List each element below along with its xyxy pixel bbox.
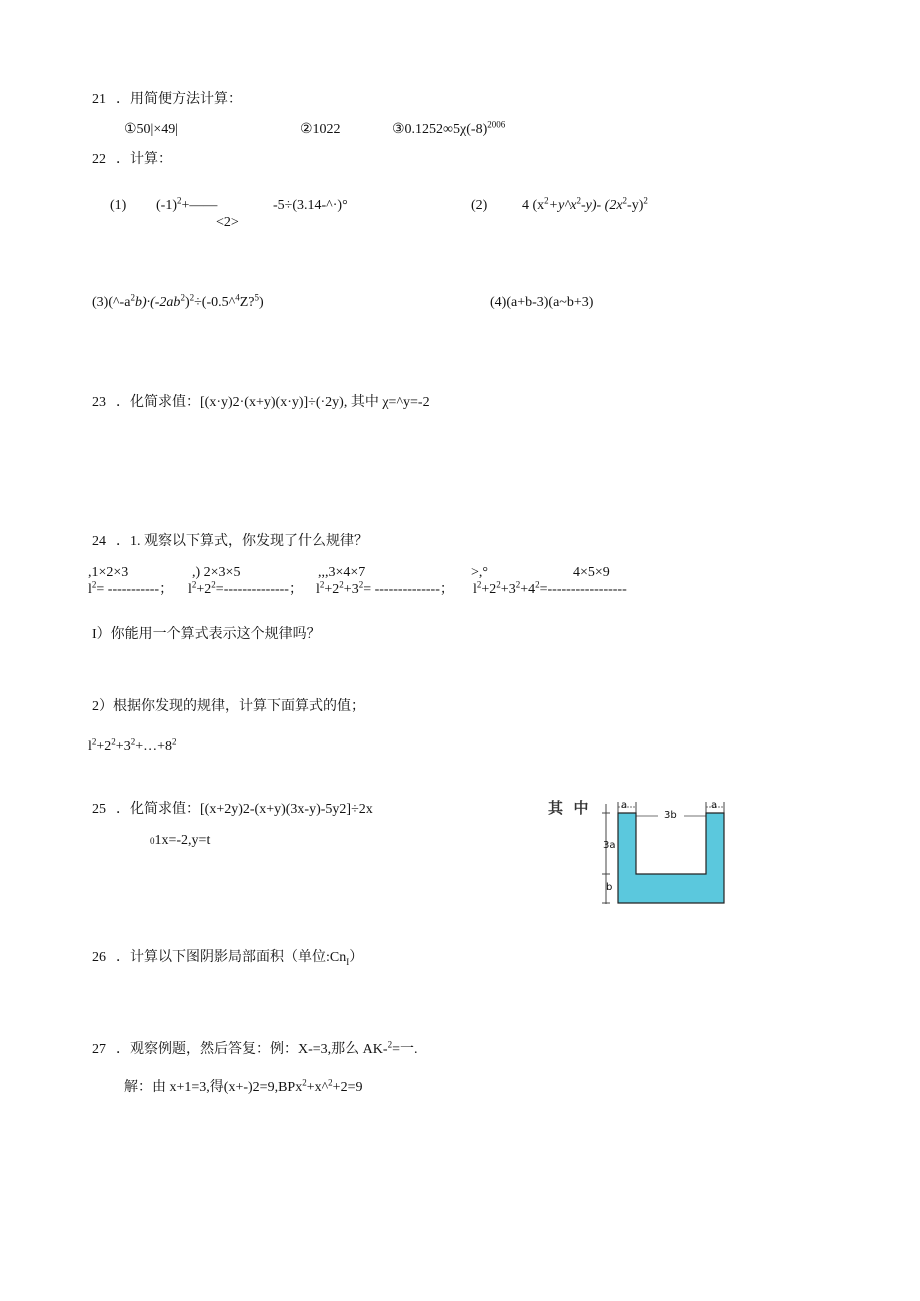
q25-condition-prefix: 0	[150, 836, 155, 846]
q24-sum-b-exp: 2	[111, 736, 116, 747]
q22-part2-a-exp: 2	[544, 195, 549, 206]
q27-solution-c: +2=9	[332, 1080, 363, 1095]
q24-row1-d: >,°	[471, 565, 488, 580]
q24-r2b-exp1: 2	[191, 579, 197, 590]
q27-solution	[124, 1079, 362, 1097]
q24-row1-e: 4×5×9	[573, 565, 610, 580]
q27-solution-b: +x^	[306, 1080, 329, 1095]
q22-part1-exp: 2	[177, 195, 182, 206]
q24-title: ．1. 观察以下算式，你发现了什么规律？	[116, 534, 368, 549]
q21-item-3-exponent: 2006	[487, 119, 506, 130]
q24-r2d-term4: +4	[520, 582, 536, 597]
q22-part1-denominator: <2>	[216, 215, 239, 230]
q22-part1-term: (-1)	[156, 198, 177, 213]
q24-r2d-exp3: 2	[515, 579, 521, 590]
q23-text: ．化简求值：[(x·y)2·(x+y)(x·y)]÷(·2y), 其中 χ=^y=-2	[116, 395, 430, 410]
q24-r2d-exp2: 2	[496, 579, 501, 590]
q22-part2-a: 4 (x	[522, 198, 545, 213]
q24-r2d-blank: =-----------------	[539, 582, 627, 597]
q24-r2b-exp2: 2	[211, 579, 216, 590]
q22-title: ．计算：	[116, 152, 172, 167]
q22-part2-b: +y^x	[548, 198, 577, 213]
q26-text	[116, 949, 363, 971]
q24-sum-d: +…+8	[135, 739, 172, 754]
q24-r2d-term3: +3	[500, 582, 516, 597]
q24-sum-a: l	[88, 739, 92, 754]
q24-r2c-base: l	[316, 582, 320, 597]
q21-item-3-base: ③0.1252∞5χ(-8)	[392, 122, 488, 137]
q24-row1-a: ,1×2×3	[88, 565, 129, 580]
q22-part4-expr: (4)(a+b-3)(a~b+3)	[490, 295, 594, 310]
q24-row1-b: ,) 2×3×5	[192, 565, 241, 580]
q24-r2d-base: l	[473, 582, 477, 597]
q22-part3-e-exp: 5	[254, 292, 259, 303]
q24-r2b-blank: =--------------；	[215, 582, 303, 597]
q27-solution-exp1: 2	[302, 1077, 307, 1088]
dim-label-3a: 3a	[603, 840, 616, 851]
q24-number: 24	[92, 534, 106, 549]
q24-r2b-base: l	[188, 582, 192, 597]
q26-text-end: ）	[349, 950, 364, 965]
figure-label: 其 中	[548, 799, 589, 817]
q23-number: 23	[92, 395, 106, 410]
q21-item-2: ②1022	[300, 122, 341, 137]
q25-condition	[150, 832, 210, 850]
q24-sub-question-2: 2）根据你发现的规律，计算下面算式的值；	[92, 699, 365, 714]
q24-r2d-term2: +2	[481, 582, 497, 597]
q24-sum-c: +3	[115, 739, 131, 754]
q22-part3-f: )	[258, 295, 264, 310]
q24-r2c-exp3: 2	[358, 579, 364, 590]
q24-sum-b: +2	[96, 739, 112, 754]
q24-row1-c: ,,,3×4×7	[318, 565, 366, 580]
q24-sum-expression	[88, 738, 177, 756]
q27-text-end: =一.	[392, 1042, 418, 1057]
q24-r2d-exp1: 2	[476, 579, 482, 590]
q27-solution-a: 解：由 x+1=3,得(x+-)2=9,BPx	[124, 1080, 303, 1095]
dim-label-a-right: a	[711, 800, 718, 811]
q22-part3-a: (3)(^-a	[92, 295, 131, 310]
q22-part1-expr-a	[156, 197, 217, 215]
q22-part2-c: -y)- (2x	[580, 198, 623, 213]
q22-part2-b-exp: 2	[576, 195, 581, 206]
q22-part3-d: ÷(-0.5^	[194, 295, 236, 310]
dim-label-3b: 3b	[664, 810, 677, 821]
q22-part2-d-exp: 2	[643, 195, 648, 206]
q22-part1-expr-c: -5÷(3.14-^·)°	[273, 198, 348, 213]
q24-r2d-exp4: 2	[535, 579, 540, 590]
q24-r2a-base: l	[88, 582, 92, 597]
dim-label-b: b	[606, 882, 613, 893]
q24-r2a-blank: = -----------；	[96, 582, 174, 597]
q22-part3-a-exp: 2	[130, 292, 135, 303]
q22-part1-fraction-bar: +——	[181, 198, 218, 213]
q24-r2c-blank: = --------------；	[363, 582, 454, 597]
q25-text: ．化简求值：[(x+2y)2-(x+y)(3x-y)-5y2]÷2x	[116, 802, 373, 817]
q24-row2-a	[88, 581, 173, 599]
q25-number: 25	[92, 802, 106, 817]
q24-sum-a-exp: 2	[91, 736, 97, 747]
q24-r2c-exp2: 2	[339, 579, 344, 590]
q27-text	[116, 1041, 417, 1059]
q22-part2-d: -y)	[627, 198, 644, 213]
q24-sum-c-exp: 2	[130, 736, 136, 747]
q22-number: 22	[92, 152, 106, 167]
q21-number: 21	[92, 92, 106, 107]
q24-sub-question-1: I）你能用一个算式表示这个规律吗？	[92, 627, 321, 642]
q22-part2-expr	[522, 197, 648, 215]
q24-row2-c	[316, 581, 454, 599]
q24-r2a-exp: 2	[91, 579, 97, 590]
q22-part3-e: Z?	[239, 295, 255, 310]
q27-number: 27	[92, 1042, 106, 1057]
q21-item-1: ①50|×49|	[124, 122, 179, 137]
q21-item-3	[392, 121, 505, 139]
q26-text-sub: I	[346, 956, 350, 967]
q22-part2-label: (2)	[471, 198, 488, 213]
q22-part3-c: )	[184, 295, 190, 310]
q24-r2c-term2: +2	[324, 582, 340, 597]
q22-part1-label: (1)	[110, 198, 127, 213]
q22-part3-expr	[92, 294, 264, 312]
q24-r2c-exp1: 2	[319, 579, 325, 590]
q21-title: ．用简便方法计算：	[116, 92, 242, 107]
q22-part3-b-exp: 2	[180, 292, 185, 303]
dim-label-a-left: a	[621, 800, 628, 811]
q24-r2b-term2: +2	[196, 582, 212, 597]
q27-solution-exp2: 2	[328, 1077, 333, 1088]
q22-part3-c-exp: 2	[189, 292, 195, 303]
q22-part2-c-exp: 2	[622, 195, 628, 206]
q24-row2-b	[188, 581, 303, 599]
q27-text-exp: 2	[387, 1039, 393, 1050]
q26-text-main: ．计算以下图阴影局部面积（单位:Cn	[116, 950, 347, 965]
q27-text-main: ．观察例题，然后答复：例：X-=3,那么 AK-	[116, 1042, 388, 1057]
q22-part3-d-exp: 4	[235, 292, 240, 303]
q25-condition-values: 1x=-2,y=t	[154, 833, 211, 848]
q24-row2-d	[473, 581, 627, 599]
q24-sum-d-exp: 2	[172, 736, 177, 747]
q26-number: 26	[92, 950, 106, 965]
q24-r2c-term3: +3	[343, 582, 359, 597]
q22-part3-b: b)·(-2ab	[134, 295, 181, 310]
